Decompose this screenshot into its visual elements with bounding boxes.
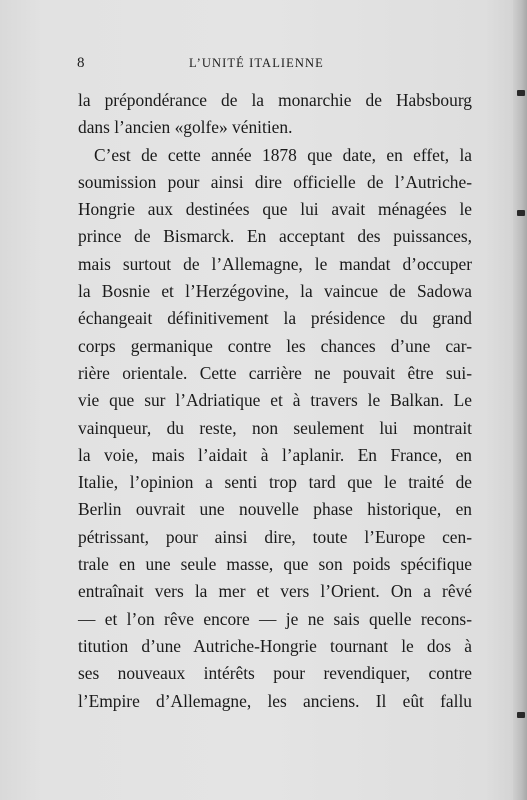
page-header <box>77 55 471 75</box>
text-line: — et l’on rêve encore — je ne sais quelle recons- <box>78 608 472 629</box>
text-line: échangeait définitivement la présidence du grand <box>78 308 472 329</box>
text-line: la voie, mais l’aidait à l’aplanir. En France, en <box>78 444 472 465</box>
running-title: L’UNITÉ ITALIENNE <box>189 56 324 70</box>
text-line: rière orientale. Cette carrière ne pouvait être sui- <box>78 362 472 383</box>
text-line: mais surtout de l’Allemagne, le mandat d’occuper <box>78 253 472 274</box>
text-line: vie que sur l’Adriatique et à travers le Balkan. Le <box>78 390 472 411</box>
text-line: titution d’une Autriche-Hongrie tournant le dos à <box>78 635 472 656</box>
page-number: 8 <box>77 55 85 71</box>
edge-mark <box>517 712 525 718</box>
text-line: la Bosnie et l’Herzégovine, la vaincue de Sadowa <box>78 281 472 302</box>
text-line: dans l’ancien «golfe» vénitien. <box>78 117 293 138</box>
text-line: corps germanique contre les chances d’une car- <box>78 335 472 356</box>
page-edge-shadow <box>513 0 527 800</box>
edge-mark <box>517 90 525 96</box>
text-line: Hongrie aux destinées que lui avait ménagées le <box>78 199 472 220</box>
text-line: ses nouveaux intérêts pour revendiquer, contre <box>78 663 472 684</box>
text-line: trale en une seule masse, que son poids spécifique <box>78 554 472 575</box>
text-line: prince de Bismarck. En acceptant des puissances, <box>78 226 472 247</box>
body-text <box>78 87 472 715</box>
text-line: C’est de cette année 1878 que date, en effet, la <box>94 144 472 165</box>
text-line: Italie, l’opinion a senti trop tard que le traité de <box>78 472 472 493</box>
edge-mark <box>517 210 525 216</box>
text-line: pétrissant, pour ainsi dire, toute l’Europe cen- <box>78 526 472 547</box>
text-line: entraînait vers la mer et vers l’Orient. On a rêvé <box>78 581 472 602</box>
text-line: la prépondérance de la monarchie de Habsbourg <box>78 90 472 110</box>
text-line: l’Empire d’Allemagne, les anciens. Il eût fallu <box>78 690 472 711</box>
text-line: vainqueur, du reste, non seulement lui montrait <box>78 417 472 438</box>
text-line: Berlin ouvrait une nouvelle phase historique, en <box>78 499 472 520</box>
text-line: soumission pour ainsi dire officielle de l’Autriche- <box>78 171 472 192</box>
